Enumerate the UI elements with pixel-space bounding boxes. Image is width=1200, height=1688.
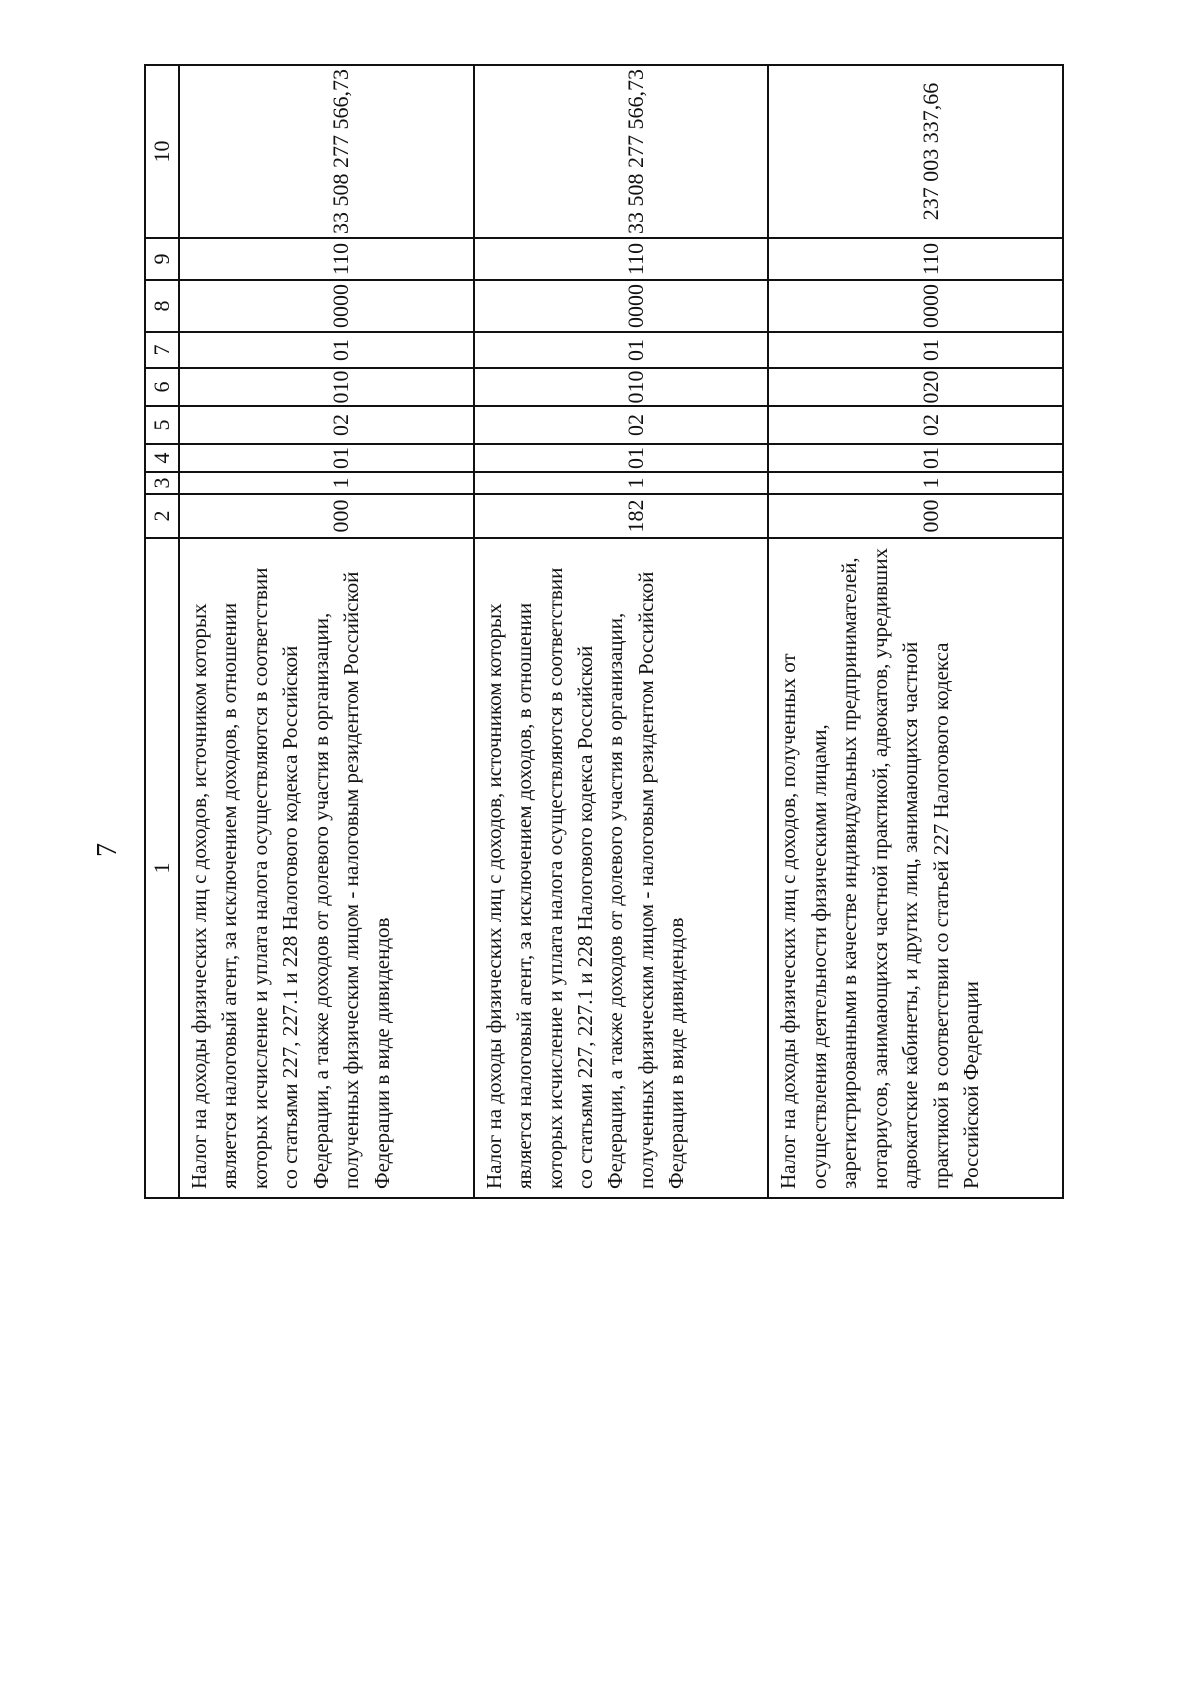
column-header: 2 xyxy=(145,494,179,538)
row-code-element: 01 xyxy=(179,332,474,368)
row-code-article: 02 xyxy=(474,406,769,444)
column-header: 9 xyxy=(145,238,179,280)
table-header-row xyxy=(145,65,179,1198)
column-header: 10 xyxy=(145,65,179,238)
row-code-group: 1 xyxy=(179,472,474,494)
column-header: 5 xyxy=(145,406,179,444)
row-code-admin: 182 xyxy=(474,494,769,538)
row-amount: 33 508 277 566,73 xyxy=(474,65,769,238)
row-code-subgroup: 01 xyxy=(474,444,769,472)
table-row xyxy=(179,65,474,1198)
column-header: 4 xyxy=(145,444,179,472)
row-code-program: 0000 xyxy=(768,280,1063,332)
row-description: Налог на доходы физических лиц с доходов, источником которых является налоговый агент, за исключением доходов, в отношении которых исчисление и уплата налога осуществляются в соответствии со статьями 227, 227.1 и 228 Налогового кодекса Российской Федерации, а также доходов от долевого участия в организации, полученных физическим лицом - налоговым резидентом Российской Федерации в виде дивидендов xyxy=(179,538,474,1198)
page-number: 7 xyxy=(92,843,123,857)
row-code-group: 1 xyxy=(768,472,1063,494)
table-container xyxy=(144,66,1064,1199)
row-code-subarticle: 010 xyxy=(474,368,769,406)
row-code-program: 0000 xyxy=(474,280,769,332)
budget-revenue-table xyxy=(144,64,1064,1199)
row-code-subgroup: 01 xyxy=(768,444,1063,472)
table-row xyxy=(474,65,769,1198)
row-code-article: 02 xyxy=(179,406,474,444)
row-code-group: 1 xyxy=(474,472,769,494)
row-description: Налог на доходы физических лиц с доходов, источником которых является налоговый агент, за исключением доходов, в отношении которых исчисление и уплата налога осуществляются в соответствии со статьями 227, 227.1 и 228 Налогового кодекса Российской Федерации, а также доходов от долевого участия в организации, полученных физическим лицом - налоговым резидентом Российской Федерации в виде дивидендов xyxy=(474,538,769,1198)
table-frame xyxy=(144,66,1064,1199)
row-code-classification: 110 xyxy=(179,238,474,280)
row-code-classification: 110 xyxy=(768,238,1063,280)
row-code-subarticle: 020 xyxy=(768,368,1063,406)
row-code-program: 0000 xyxy=(179,280,474,332)
row-amount: 33 508 277 566,73 xyxy=(179,65,474,238)
row-code-subarticle: 010 xyxy=(179,368,474,406)
column-header: 8 xyxy=(145,280,179,332)
row-code-admin: 000 xyxy=(768,494,1063,538)
row-description: Налог на доходы физических лиц с доходов, полученных от осуществления деятельности физическими лицами, зарегистрированными в качестве индивидуальных предпринимателей, нотариусов, занимающихся частной практикой, адвокатов, учредивших адвокатские кабинеты, и других лиц, занимающихся частной практикой в соответствии со статьей 227 Налогового кодекса Российской Федерации xyxy=(768,538,1063,1198)
row-code-article: 02 xyxy=(768,406,1063,444)
column-header: 6 xyxy=(145,368,179,406)
column-header: 7 xyxy=(145,332,179,368)
row-code-subgroup: 01 xyxy=(179,444,474,472)
row-code-classification: 110 xyxy=(474,238,769,280)
row-amount: 237 003 337,66 xyxy=(768,65,1063,238)
column-header: 1 xyxy=(145,538,179,1198)
column-header: 3 xyxy=(145,472,179,494)
row-code-admin: 000 xyxy=(179,494,474,538)
table-row xyxy=(768,65,1063,1198)
row-code-element: 01 xyxy=(768,332,1063,368)
row-code-element: 01 xyxy=(474,332,769,368)
